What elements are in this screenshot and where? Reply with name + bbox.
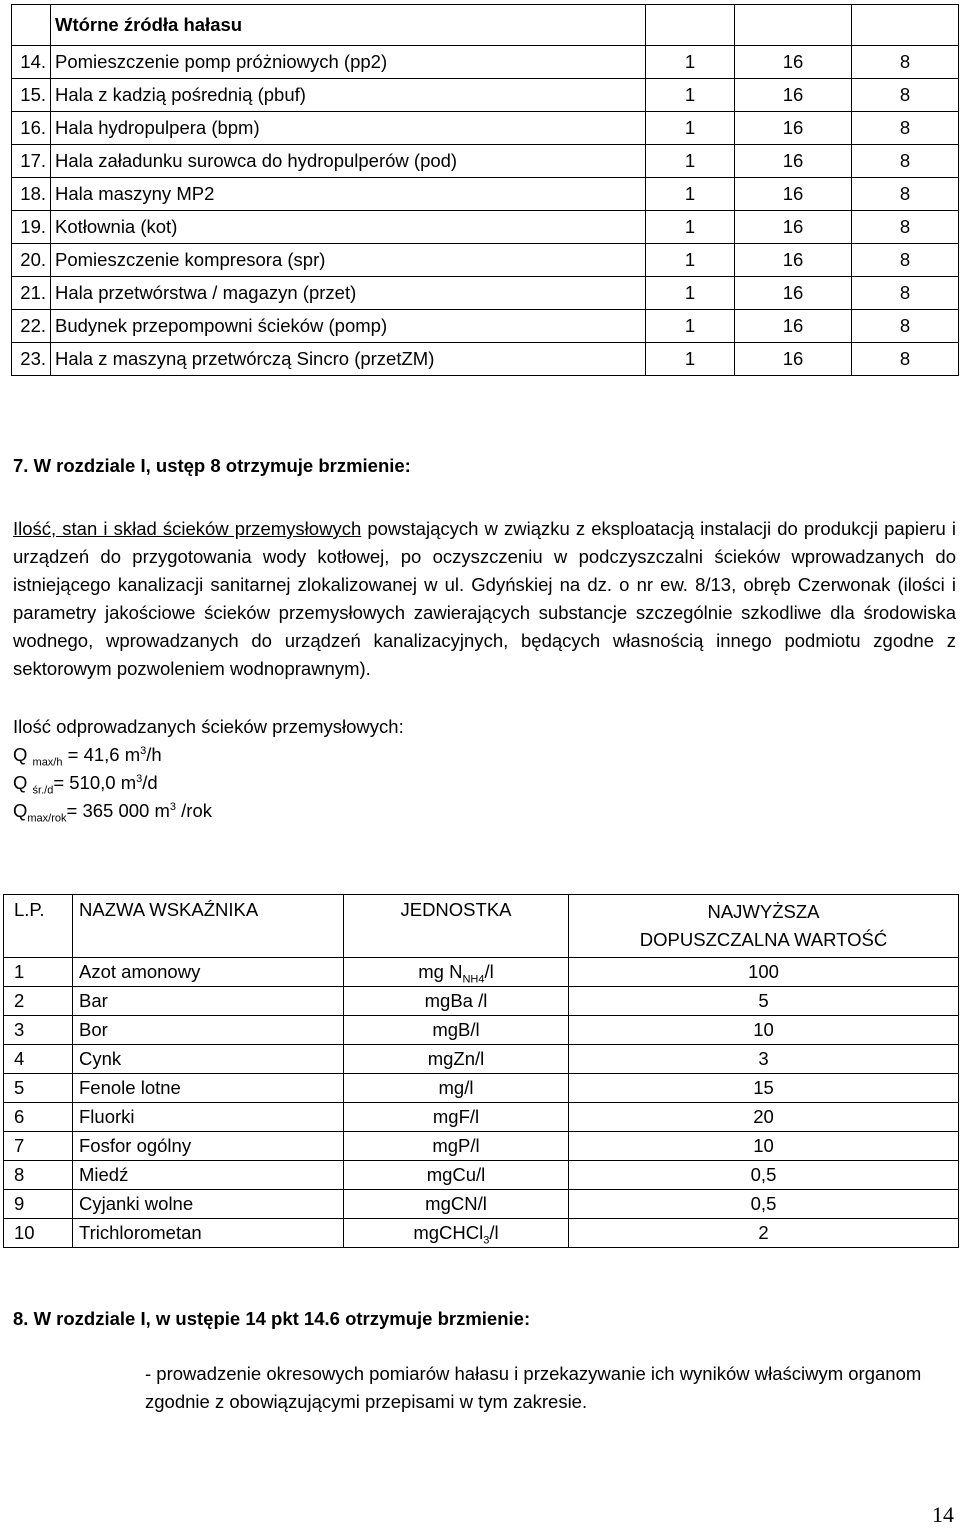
row-indicator: Fosfor ogólny — [73, 1132, 344, 1161]
row-limit: 15 — [569, 1074, 959, 1103]
flow-max-year: $Q_{max/rok}= 365$ 000 $m^3$ /rok — [13, 800, 212, 825]
row-value-b: 16 — [735, 244, 852, 277]
table-row — [12, 145, 959, 178]
section-7 — [13, 452, 956, 825]
row-index: 20. — [12, 244, 51, 277]
row-number: 5 — [4, 1074, 73, 1103]
row-value-c: 8 — [852, 277, 959, 310]
row-value-b: 16 — [735, 79, 852, 112]
row-value-c: 8 — [852, 343, 959, 376]
row-value-c: 8 — [852, 178, 959, 211]
table-row — [12, 178, 959, 211]
row-indicator: Fenole lotne — [73, 1074, 344, 1103]
row-value-b: 16 — [735, 178, 852, 211]
row-number: 10 — [4, 1219, 73, 1248]
row-value-a: 1 — [646, 112, 735, 145]
flows-intro: Ilość odprowadzanych ścieków przemysłowych: — [13, 716, 404, 737]
row-number: 7 — [4, 1132, 73, 1161]
row-number: 9 — [4, 1190, 73, 1219]
row-limit: 100 — [569, 958, 959, 987]
row-value-c: 8 — [852, 79, 959, 112]
row-unit: mg/l — [344, 1074, 569, 1103]
flow-avg-day: Q $_{śr./d}$= 510,0 $m^3/d$ — [13, 772, 158, 797]
table-row — [12, 79, 959, 112]
table-row — [4, 987, 959, 1016]
row-unit: mg $N_{NH4}/l$ — [344, 958, 569, 987]
table-header-row — [4, 895, 959, 958]
table-row — [12, 112, 959, 145]
row-value-c: 8 — [852, 112, 959, 145]
row-unit: mgCu/l — [344, 1161, 569, 1190]
table-row — [4, 1045, 959, 1074]
row-value-b: 16 — [735, 310, 852, 343]
paragraph-text: powstających w związku z eksploatacją instalacji do produkcji papieru i urządzeń do przygotowania wody kotłowej, po oczyszczeniu w podczyszczalni ścieków wprowadzanych do istniejącego kanalizacji sanitarnej zlokalizowanej w ul. Gdyńskiej na dz. o nr ew. 8/13, obręb Czerwonak (ilości i parametry jakościowe ścieków przemysłowych zawierających substancje szczególnie szkodliwe dla środowiska wodnego, wprowadzanych do urządzeń kanalizacyjnych, będących własnością innego podmiotu zgodne z sektorowym pozwoleniem wodnoprawnym). — [13, 518, 957, 679]
row-index: 23. — [12, 343, 51, 376]
table-heading: Wtórne źródła hałasu — [51, 5, 646, 46]
table-row — [12, 343, 959, 376]
row-limit: 3 — [569, 1045, 959, 1074]
row-index: 16. — [12, 112, 51, 145]
row-value-b: 16 — [735, 145, 852, 178]
row-name: Budynek przepompowni ścieków (pomp) — [51, 310, 646, 343]
table-row — [4, 1161, 959, 1190]
row-index: 19. — [12, 211, 51, 244]
table-row — [12, 46, 959, 79]
table-row — [4, 1103, 959, 1132]
section-paragraph — [13, 515, 956, 683]
row-value-a: 1 — [646, 46, 735, 79]
row-index: 22. — [12, 310, 51, 343]
row-number: 3 — [4, 1016, 73, 1045]
table-row — [12, 5, 959, 46]
row-number: 6 — [4, 1103, 73, 1132]
section-8-body: - prowadzenie okresowych pomiarów hałasu i przekazywanie ich wyników właściwym organom zgodnie z obowiązującymi przepisami w tym zakresie. — [145, 1363, 922, 1412]
table-row — [4, 1190, 959, 1219]
row-value-c: 8 — [852, 145, 959, 178]
indicators-table — [3, 894, 959, 1248]
flow-max-hour: Q $_{max/h}$ = 41,6 $m^3/h$ — [13, 744, 162, 769]
table-row — [4, 1219, 959, 1248]
row-unit: mgF/l — [344, 1103, 569, 1132]
row-value-a: 1 — [646, 145, 735, 178]
row-unit: mgZn/l — [344, 1045, 569, 1074]
row-limit: 0,5 — [569, 1161, 959, 1190]
noise-sources-table — [11, 4, 959, 376]
row-value-b: 16 — [735, 112, 852, 145]
row-unit: mgB/l — [344, 1016, 569, 1045]
table-row — [12, 211, 959, 244]
row-indicator: Cynk — [73, 1045, 344, 1074]
row-name: Pomieszczenie kompresora (spr) — [51, 244, 646, 277]
row-indicator: Azot amonowy — [73, 958, 344, 987]
row-number: 4 — [4, 1045, 73, 1074]
row-value-a: 1 — [646, 310, 735, 343]
row-unit: mgCHCl$_3$/l — [344, 1219, 569, 1248]
row-unit: mgP/l — [344, 1132, 569, 1161]
row-unit: mgBa /l — [344, 987, 569, 1016]
table-row — [4, 1132, 959, 1161]
row-index: 17. — [12, 145, 51, 178]
row-value-c: 8 — [852, 46, 959, 79]
row-limit: 20 — [569, 1103, 959, 1132]
row-index: 18. — [12, 178, 51, 211]
section-8-title: 8. W rozdziale I, w ustępie 14 pkt 14.6 otrzymuje brzmienie: — [13, 1308, 531, 1329]
row-name: Hala hydropulpera (bpm) — [51, 112, 646, 145]
row-indicator: Fluorki — [73, 1103, 344, 1132]
row-name: Hala z maszyną przetwórczą Sincro (przetZM) — [51, 343, 646, 376]
row-index: 21. — [12, 277, 51, 310]
row-value-a: 1 — [646, 211, 735, 244]
row-limit: 2 — [569, 1219, 959, 1248]
row-unit: mgCN/l — [344, 1190, 569, 1219]
row-indicator: Bor — [73, 1016, 344, 1045]
table-row — [4, 1016, 959, 1045]
row-value-c: 8 — [852, 310, 959, 343]
table-row — [12, 244, 959, 277]
row-number: 2 — [4, 987, 73, 1016]
header-lp: L.P. — [4, 895, 73, 958]
row-value-c: 8 — [852, 211, 959, 244]
table-row — [4, 958, 959, 987]
row-value-b: 16 — [735, 46, 852, 79]
row-limit: 0,5 — [569, 1190, 959, 1219]
row-value-b: 16 — [735, 211, 852, 244]
row-number: 1 — [4, 958, 73, 987]
row-name: Kotłownia (kot) — [51, 211, 646, 244]
row-name: Pomieszczenie pomp próżniowych (pp2) — [51, 46, 646, 79]
row-value-b: 16 — [735, 277, 852, 310]
row-name: Hala przetwórstwa / magazyn (przet) — [51, 277, 646, 310]
row-name: Hala maszyny MP2 — [51, 178, 646, 211]
row-value-a: 1 — [646, 277, 735, 310]
row-number: 8 — [4, 1161, 73, 1190]
row-name: Hala z kadzią pośrednią (pbuf) — [51, 79, 646, 112]
row-limit: 10 — [569, 1132, 959, 1161]
row-value-a: 1 — [646, 244, 735, 277]
header-unit: JEDNOSTKA — [344, 895, 569, 958]
row-value-b: 16 — [735, 343, 852, 376]
flow-rates — [13, 713, 956, 825]
table-row — [4, 1074, 959, 1103]
row-limit: 10 — [569, 1016, 959, 1045]
section-title: 7. W rozdziale I, ustęp 8 otrzymuje brzmienie: — [13, 455, 411, 476]
row-value-a: 1 — [646, 178, 735, 211]
row-indicator: Bar — [73, 987, 344, 1016]
row-index: 15. — [12, 79, 51, 112]
page-number: 14 — [932, 1502, 954, 1527]
row-index: 14. — [12, 46, 51, 79]
header-value: NAJWYŻSZA DOPUSZCZALNA WARTOŚĆ — [569, 895, 959, 958]
header-name: NAZWA WSKAŹNIKA — [73, 895, 344, 958]
row-indicator: Miedź — [73, 1161, 344, 1190]
row-value-c: 8 — [852, 244, 959, 277]
row-limit: 5 — [569, 987, 959, 1016]
table-row — [12, 277, 959, 310]
row-value-a: 1 — [646, 79, 735, 112]
row-value-a: 1 — [646, 343, 735, 376]
row-indicator: Trichlorometan — [73, 1219, 344, 1248]
underlined-phrase: Ilość, stan i skład ścieków przemysłowych — [13, 518, 362, 539]
row-name: Hala załadunku surowca do hydropulperów (pod) — [51, 145, 646, 178]
row-indicator: Cyjanki wolne — [73, 1190, 344, 1219]
table-row — [12, 310, 959, 343]
